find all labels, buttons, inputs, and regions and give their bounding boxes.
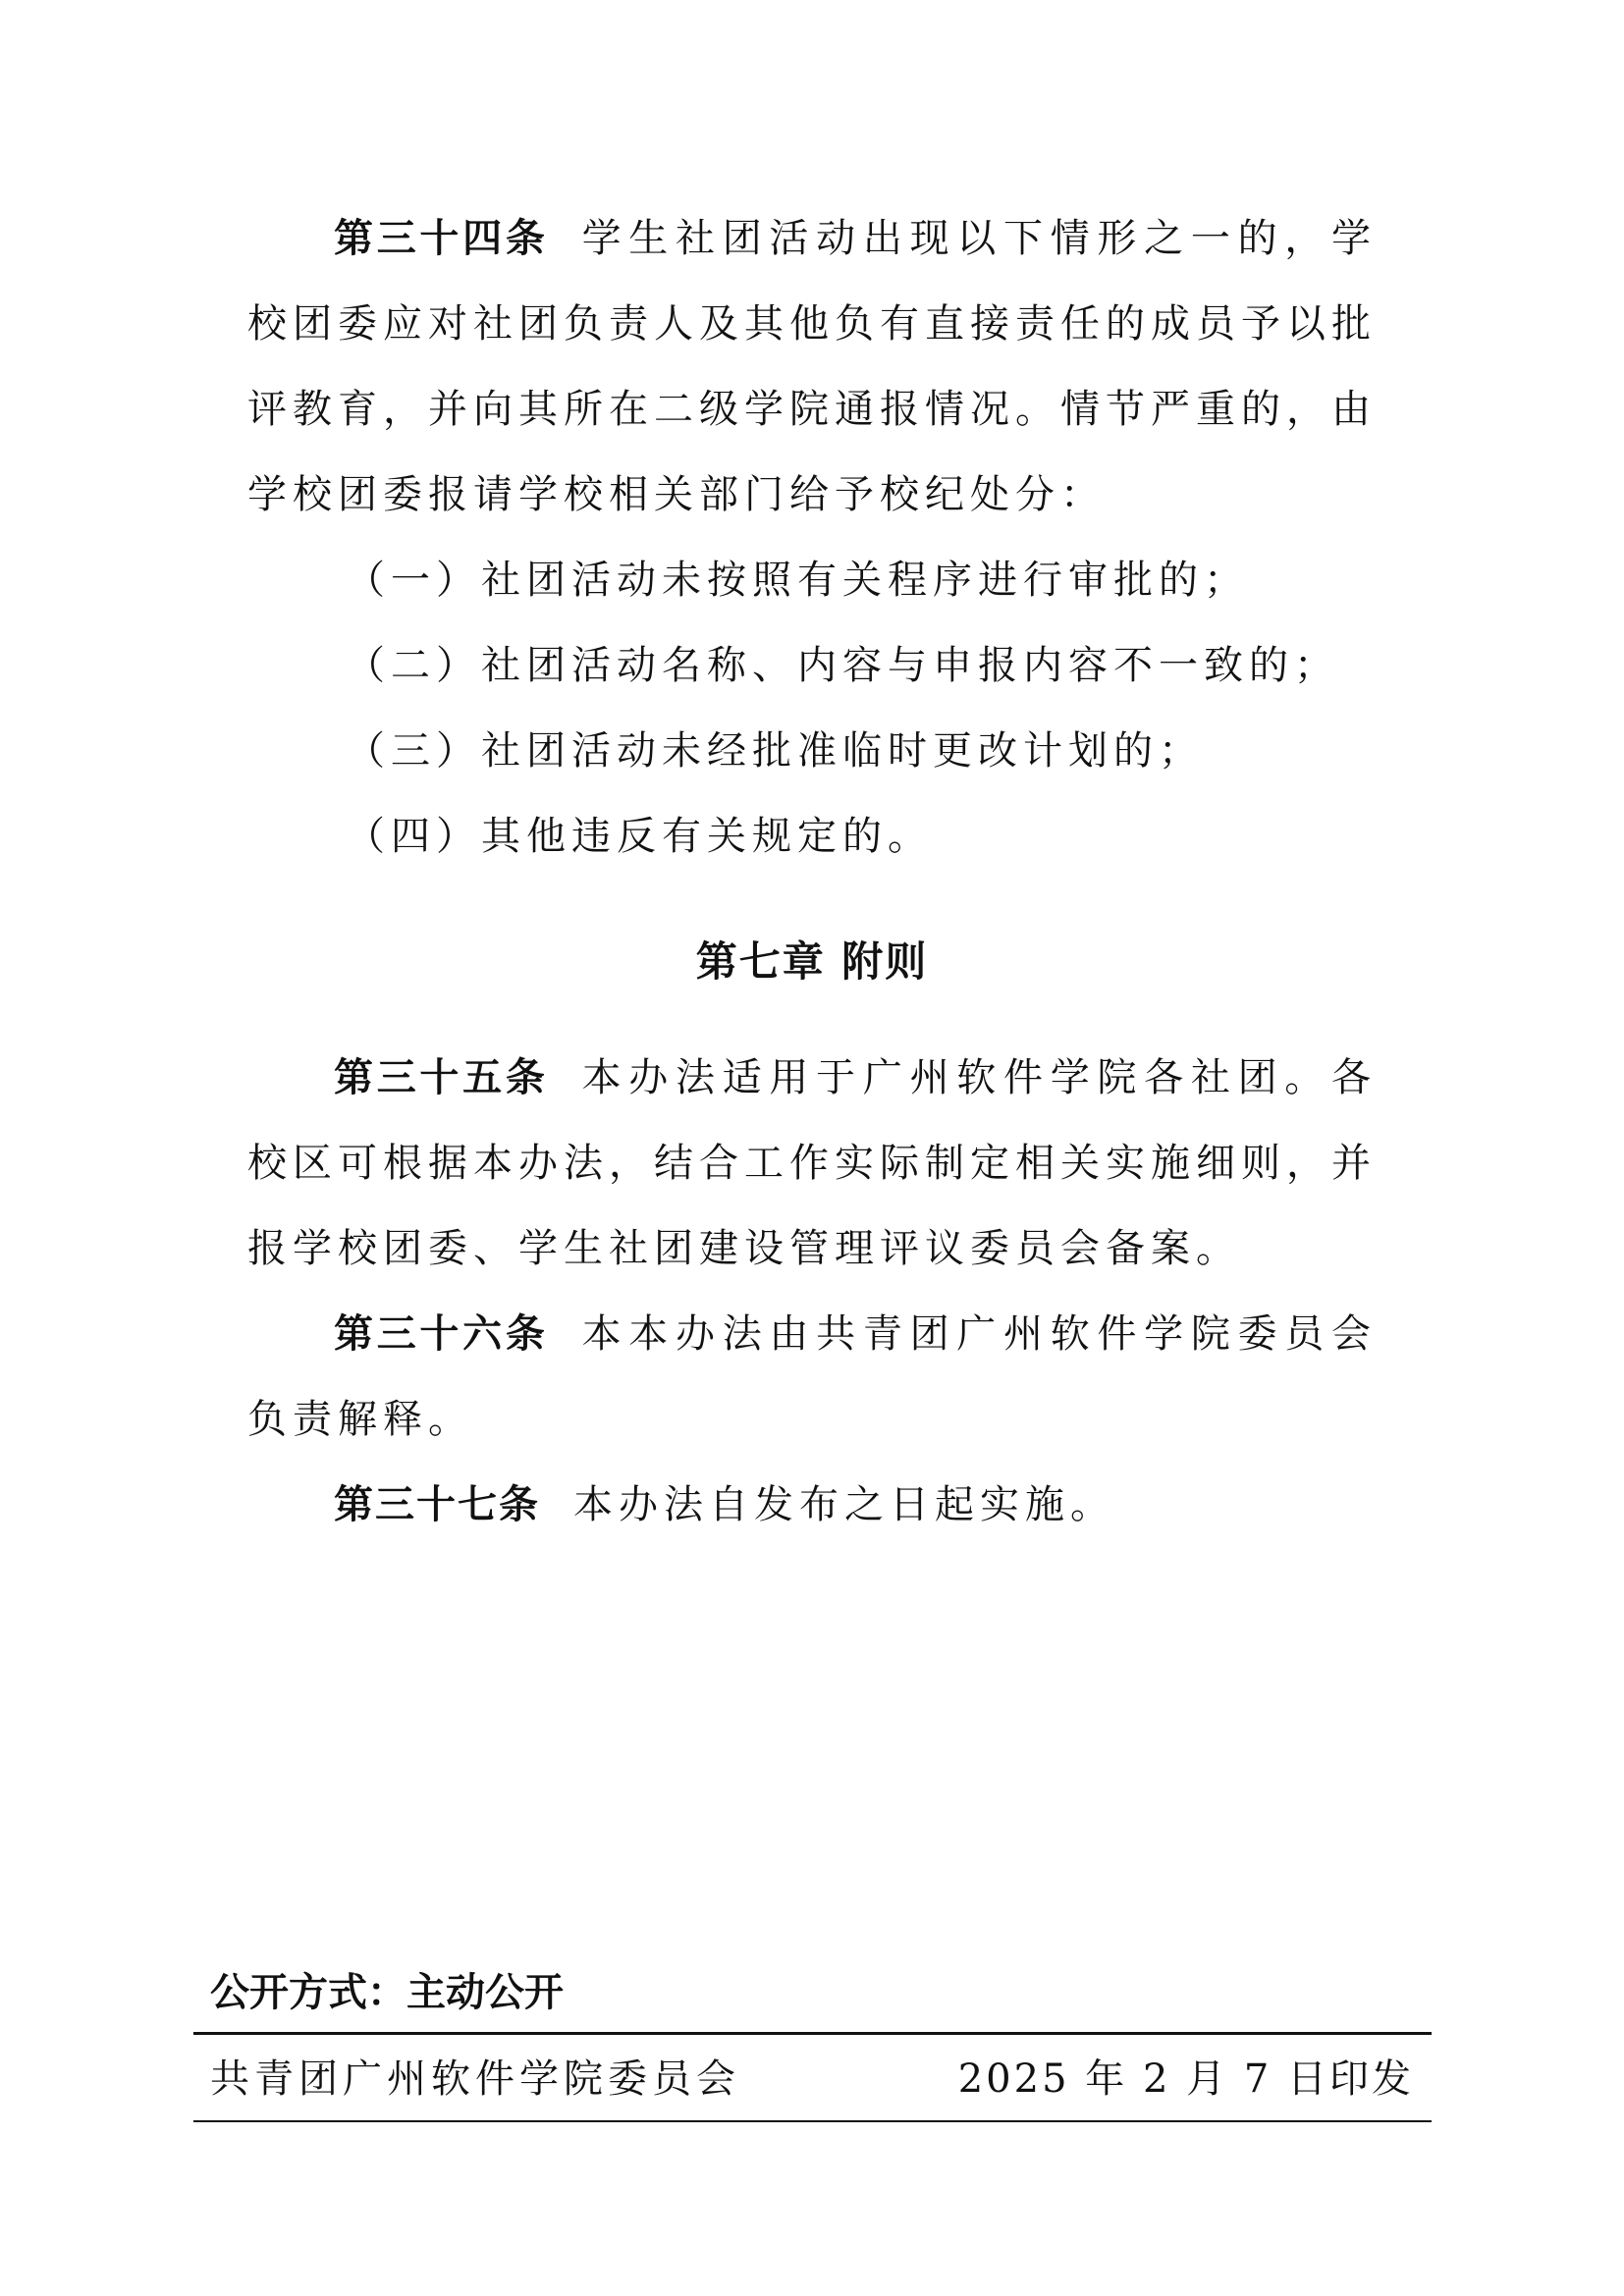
disclosure-mode: 公开方式：主动公开 <box>210 1970 564 2015</box>
article-34-text: 学生社团活动出现以下情形之一的，学校团委应对社团负责人及其他负有直接责任的成员予以批评教育，并向其所在二级学院通报情况。情节严重的，由学校团委报请学校相关部门给予校纪处分： <box>247 216 1378 517</box>
article-36 <box>247 1292 1377 1463</box>
article-37-text: 本办法自发布之日起实施。 <box>573 1482 1115 1527</box>
article-34-item-1: （一）社团活动未按照有关程序进行审批的； <box>346 558 1249 603</box>
article-34 <box>247 196 1377 538</box>
article-37-label: 第三十七条 <box>334 1482 540 1527</box>
article-37 <box>247 1463 1377 1548</box>
article-35 <box>247 1036 1377 1292</box>
footer-top-rule <box>193 2032 1432 2035</box>
article-36-label: 第三十六条 <box>334 1311 549 1357</box>
article-34-label: 第三十四条 <box>334 216 549 261</box>
issuer: 共青团广州软件学院委员会 <box>210 2056 740 2102</box>
footer-bottom-rule <box>193 2120 1432 2122</box>
article-34-item-3: （三）社团活动未经批准临时更改计划的； <box>346 728 1204 774</box>
article-34-item-4: （四）其他违反有关规定的。 <box>346 814 933 859</box>
article-35-label: 第三十五条 <box>334 1055 549 1100</box>
article-36-text: 本本办法由共青团广州软件学院委员会负责解释。 <box>247 1311 1378 1442</box>
issue-date: 2025 年 2 月 7 日印发 <box>957 2056 1414 2102</box>
article-34-item-2: （二）社团活动名称、内容与申报内容不一致的； <box>346 643 1339 688</box>
chapter-title: 第七章 附则 <box>695 937 929 986</box>
article-35-text: 本办法适用于广州软件学院各社团。各校区可根据本办法，结合工作实际制定相关实施细则，并报学校团委、学生社团建设管理评议委员会备案。 <box>247 1055 1378 1271</box>
